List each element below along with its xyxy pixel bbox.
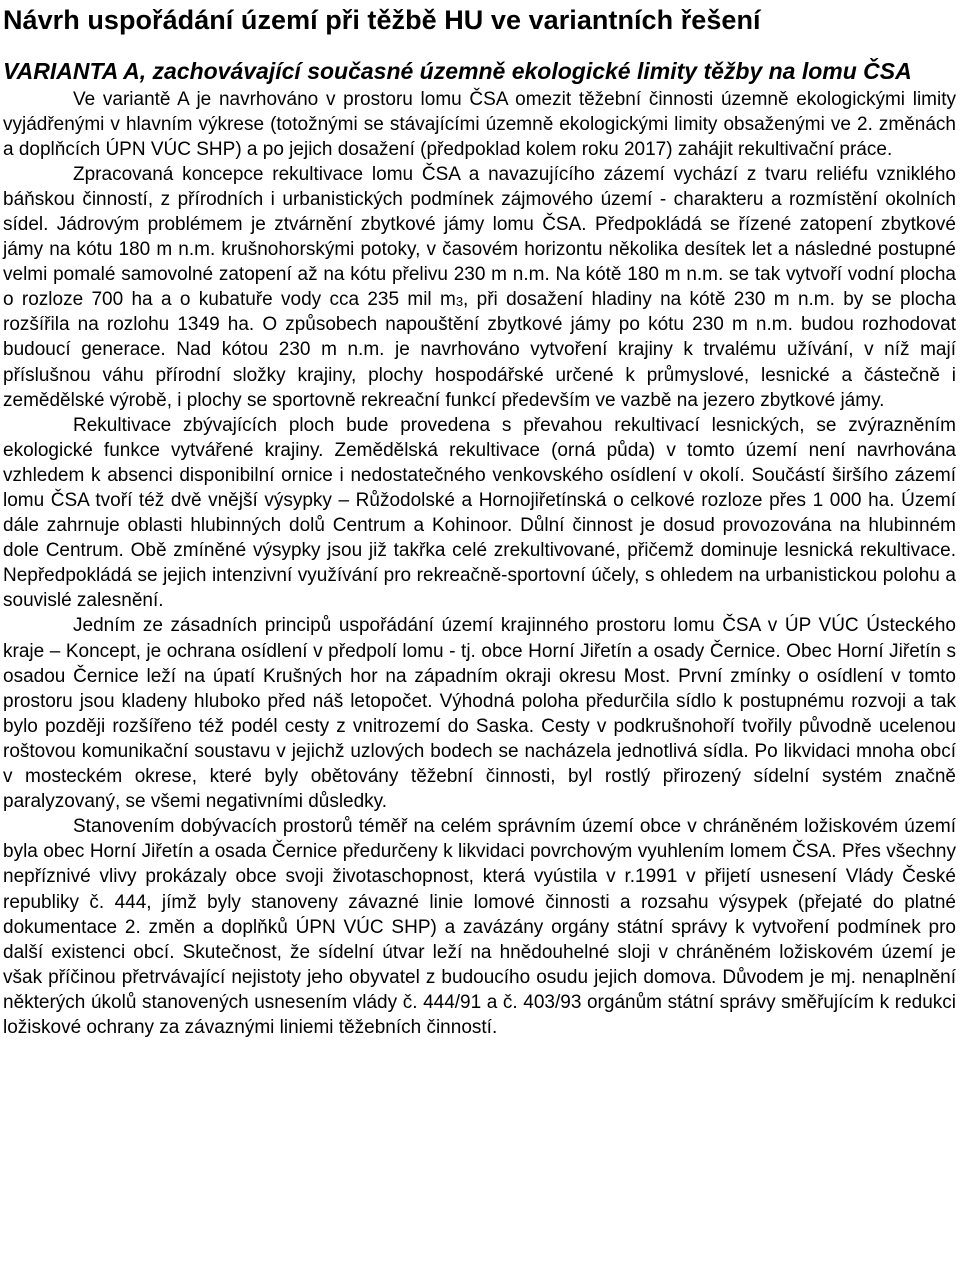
cubic-unit-superscript: 3 bbox=[455, 294, 464, 310]
document-title: Návrh uspořádání území při těžbě HU ve variantních řešení bbox=[3, 5, 761, 35]
paragraph-intro: Ve variantě A je navrhováno v prostoru lomu ČSA omezit těžební činnosti územně ekologickými limity vyjádřenými v hlavním výkrese (totožnými se stávajícími územně ekologickými limity obsaženými ve 2. změnách a doplňcích ÚPN VÚC SHP) a po jejich dosažení (předpoklad kolem roku 2017) zahájit rekultivační práce. bbox=[3, 88, 956, 160]
paragraph-reclamation-concept-text-b: , při dosažení hladiny na kótě 230 m n.m. by se plocha rozšířila na rozlohu 1349 ha. O způsobech napouštění zbytkové jámy po kótu 230 m n.m. budou rozhodovat budoucí generace. Nad kótou 230 m n.m. je navrhováno vytvoření krajiny k trvalému užívání, v níž mají příslušnou váhu přírodní složky krajiny, plochy hospodářské určené k průmyslové, lesnické a částečně i zemědělské výrobě, i plochy se sportovně rekreační funkcí především ve vazbě na jezero zbytkové jámy. bbox=[3, 289, 956, 411]
paragraph-mining-areas: Stanovením dobývacích prostorů téměř na celém správním území obce v chráněném ložiskovém území byla obec Horní Jiřetín a osada Černice předurčeny k likvidaci povrchovým vyuhlením lomem ČSA. Přes všechny nepříznivé vlivy prokázaly obce svoji životaschopnost, která vyústila v r.1991 v přijetí usnesení Vlády České republiky č. 444, jímž byly stanoveny závazné linie lomové činnosti a rozsahu výsypek (přejaté do platné dokumentace 2. změn a doplňků ÚPN VÚC SHP) a zavázány orgány státní správy k vytvoření podmínek pro další existenci obcí. Skutečnost, že sídelní útvar leží na hnědouhelné sloji v chráněném ložiskovém území je však příčinou přetrvávající nejistoty jeho obyvatel z budoucího osudu jejich domova. Důvodem je mj. nenaplnění některých úkolů stanovených usnesením vlády č. 444/91 a č. 403/93 orgánům státní správy směřujícím k redukci ložiskové ochrany za závaznými liniemi těžebních činností. bbox=[3, 816, 956, 1038]
paragraph-settlement-protection: Jedním ze zásadních principů uspořádání území krajinného prostoru lomu ČSA v ÚP VÚC Ústeckého kraje – Koncept, je ochrana osídlení v předpolí lomu - tj. obce Horní Jiřetín a osady Černice. Obec Horní Jiřetín s osadou Černice leží na úpatí Krušných hor na západním okraji okresu Most. První zmínky o osídlení v tomto prostoru jsou kladeny hluboko před náš letopočet. Výhodná poloha předurčila sídlo k postupnému rozvoji a tak bylo později rozšířeno též podél cesty z vnitrozemí do Saska. Cesty v podkrušnohoří tvořily původně ucelenou roštovou komunikační soustavu v jejichž uzlových bodech se nacházela jednotlivá sídla. Po likvidaci mnoha obcí v mosteckém okrese, které byly obětovány těžební činnosti, byl rostlý přirozený sídelní systém značně paralyzovaný, se všemi negativními důsledky. bbox=[3, 615, 956, 813]
paragraph-reclamation-concept-text-a: Zpracovaná koncepce rekultivace lomu ČSA a navazujícího zázemí vychází z tvaru reliéfu vzniklého báňskou činností, z přírodních i urbanistických podmínek zájmového území - charakteru a rozmístění okolních sídel. Jádrovým problémem je ztvárnění zbytkové jámy lomu ČSA. Předpokládá se řízené zatopení zbytkové jámy na kótu 180 m n.m. krušnohorskými potoky, v časovém horizontu několika desítek let a následné postupné velmi pomalé samovolné zatopení až na kótu přelivu 230 m n.m. Na kótě 180 m n.m. se tak vytvoří vodní plocha o rozloze 700 ha a o kubatuře vody cca 235 mil m bbox=[3, 163, 956, 311]
paragraph-remaining-areas: Rekultivace zbývajících ploch bude provedena s převahou rekultivací lesnických, se zvýrazněním ekologické funkce vytvářené krajiny. Zemědělská rekultivace (orná půda) v tomto území není navrhována vzhledem k absenci disponibilní ornice i nedostatečného venkovského osídlení v okolí. Součástí širšího zázemí lomu ČSA tvoří též dvě vnější výsypky – Růžodolské a Hornojiřetínská o celkové rozloze přes 1 000 ha. Území dále zahrnuje oblasti hlubinných dolů Centrum a Kohinoor. Důlní činnost je dosud provozována na hlubinném dole Centrum. Obě zmíněné výsypky jsou již takřka celé zrekultivované, přičemž dominuje lesnická rekultivace. Nepředpokládá se jejich intenzivní využívání pro rekreačně-sportovní účely, s ohledem na urbanistickou polohu a souvislé zalesnění. bbox=[3, 414, 956, 612]
paragraph-reclamation-concept bbox=[3, 162, 956, 413]
variant-heading: VARIANTA A, zachovávající současné územně ekologické limity těžby na lomu ČSA bbox=[3, 58, 912, 84]
